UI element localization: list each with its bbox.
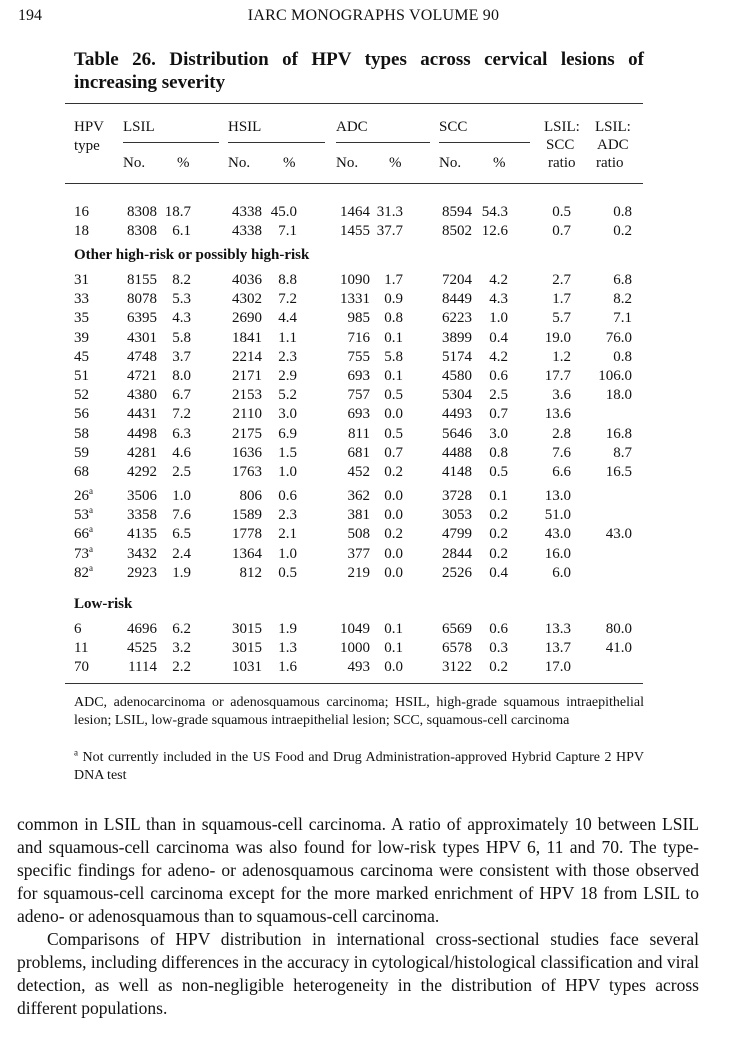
table-cell: 43.0 [605,526,632,542]
table-cell: 4748 [127,349,157,365]
table-cell: 0.0 [384,488,403,504]
table-cell: 6223 [442,310,472,326]
table-cell: 6395 [127,310,157,326]
table-cell: 7204 [442,272,472,288]
table-cell: 0.2 [489,526,508,542]
table-cell: 5.7 [552,310,571,326]
table-bottom-rule [65,683,643,684]
footnote-mark: a [89,563,93,573]
table-cell: 0.2 [613,223,632,239]
table-cell: 8.2 [172,272,191,288]
hpv-type-value: 26 [74,488,89,504]
table-cell: 4.3 [172,310,191,326]
hpv-type-cell [74,506,93,525]
table-cell: 2.2 [172,659,191,675]
table-cell: 16.5 [605,464,632,480]
table-cell: 5304 [442,387,472,403]
table-cell: 18.7 [164,204,191,220]
table-cell: 2.5 [172,464,191,480]
table-cell: 4493 [442,406,472,422]
table-cell: 0.4 [489,330,508,346]
table-cell: 6.0 [552,565,571,581]
table-cell: 17.0 [544,659,571,675]
table-cell: 693 [347,406,370,422]
table-cell: 4302 [232,291,262,307]
table-cell: 54.3 [481,204,508,220]
table-cell: 41.0 [605,640,632,656]
table-header-rule [65,183,643,184]
table-cell: 1000 [340,640,370,656]
table-cell: 4.6 [172,445,191,461]
hsil-span-rule [228,142,325,143]
table-cell: 362 [347,488,370,504]
table-cell: 0.5 [384,387,403,403]
hpv-type-cell [74,564,93,583]
table-cell: 0.2 [489,546,508,562]
table-cell: 0.1 [384,368,403,384]
table-cell: 4.2 [489,349,508,365]
table-cell: 0.8 [384,310,403,326]
table-cell: 7.2 [172,406,191,422]
table-cell: 6.6 [552,464,571,480]
header-hsil-no: No. [228,155,251,171]
table-cell: 4148 [442,464,472,480]
table-cell: 1114 [128,659,157,675]
table-cell: 7.1 [613,310,632,326]
table-cell: 5.2 [278,387,297,403]
lsil-span-rule [123,142,219,143]
table-cell: 4580 [442,368,472,384]
table-cell: 4431 [127,406,157,422]
hpv-type-cell: 56 [74,406,89,422]
table-cell: 7.6 [172,507,191,523]
table-cell: 2.7 [552,272,571,288]
table-cell: 1.0 [278,464,297,480]
table-cell: 0.1 [384,640,403,656]
hpv-type-cell: 35 [74,310,89,326]
table-cell: 4135 [127,526,157,542]
table-cell: 0.7 [489,406,508,422]
table-cell: 4301 [127,330,157,346]
header-ratio2-2: ADC [597,137,629,153]
table-cell: 1464 [340,204,370,220]
hpv-type-cell: 59 [74,445,89,461]
table-cell: 45.0 [270,204,297,220]
table-cell: 0.9 [384,291,403,307]
table-cell: 2844 [442,546,472,562]
running-header: IARC MONOGRAPHS VOLUME 90 [247,7,500,24]
header-lsil-no: No. [123,155,146,171]
table-cell: 2214 [232,349,262,365]
table-cell: 17.7 [544,368,571,384]
footnote-a [74,749,644,785]
header-ratio2-1: LSIL: [595,119,631,135]
footnote-mark: a [89,544,93,554]
table-cell: 76.0 [605,330,632,346]
table-cell: 3.7 [172,349,191,365]
table-cell: 5646 [442,426,472,442]
table-cell: 2175 [232,426,262,442]
table-cell: 0.1 [489,488,508,504]
hpv-type-cell: 58 [74,426,89,442]
table-cell: 1.9 [278,621,297,637]
table-cell: 4281 [127,445,157,461]
table-cell: 43.0 [544,526,571,542]
table-cell: 2110 [232,406,262,422]
table-cell: 7.1 [278,223,297,239]
page-number: 194 [18,7,42,24]
body-paragraph-2: Comparisons of HPV distribution in international cross-sectional studies face several problems, including differences in the accuracy in cytological/histological classification and viral detection, as well as non-negligible heterogeneity in the distribution of HPV types across different populations. [17,929,699,1018]
table-cell: 2.4 [172,546,191,562]
table-cell: 2.3 [278,507,297,523]
table-cell: 3.0 [278,406,297,422]
table-cell: 31.3 [376,204,403,220]
table-cell: 3728 [442,488,472,504]
table-cell: 811 [348,426,370,442]
table-cell: 2923 [127,565,157,581]
table-cell: 106.0 [598,368,632,384]
table-cell: 8.0 [172,368,191,384]
table-cell: 757 [347,387,370,403]
table-cell: 1.0 [278,546,297,562]
table-cell: 1763 [232,464,262,480]
header-adc: ADC [336,119,368,135]
table-cell: 0.7 [552,223,571,239]
table-cell: 3.6 [552,387,571,403]
scc-span-rule [439,142,530,143]
footnote-a-text: Not currently included in the US Food and Drug Administration-approved Hybrid Capture 2 HPV DNA test [74,750,644,783]
table-cell: 8594 [442,204,472,220]
table-cell: 4525 [127,640,157,656]
footnote-mark: a [74,747,78,758]
table-cell: 2.5 [489,387,508,403]
table-title: Table 26. Distribution of HPV types across cervical lesions of increasing severity [74,49,644,93]
table-cell: 8.2 [613,291,632,307]
hpv-type-cell: 70 [74,659,89,675]
table-cell: 0.4 [489,565,508,581]
table-cell: 4036 [232,272,262,288]
table-cell: 0.0 [384,406,403,422]
table-cell: 6.2 [172,621,191,637]
table-cell: 0.6 [489,621,508,637]
table-cell: 5174 [442,349,472,365]
table-cell: 7.6 [552,445,571,461]
table-cell: 3.0 [489,426,508,442]
table-cell: 16.8 [605,426,632,442]
table-cell: 1.9 [172,565,191,581]
hpv-type-cell: 68 [74,464,89,480]
table-cell: 8449 [442,291,472,307]
table-cell: 381 [347,507,370,523]
hpv-type-cell: 18 [74,223,89,239]
table-cell: 12.6 [481,223,508,239]
table-cell: 6.8 [613,272,632,288]
hpv-type-cell: 52 [74,387,89,403]
table-cell: 8.7 [613,445,632,461]
table-cell: 8078 [127,291,157,307]
table-cell: 4.4 [278,310,297,326]
table-cell: 0.0 [384,659,403,675]
table-cell: 1364 [232,546,262,562]
table-cell: 4721 [127,368,157,384]
table-cell: 2690 [232,310,262,326]
table-cell: 6578 [442,640,472,656]
table-cell: 0.1 [384,330,403,346]
table-cell: 4338 [232,204,262,220]
table-cell: 1331 [340,291,370,307]
table-cell: 4799 [442,526,472,542]
table-cell: 0.2 [489,507,508,523]
table-cell: 1.0 [489,310,508,326]
table-cell: 0.7 [384,445,403,461]
table-cell: 2.8 [552,426,571,442]
table-cell: 13.7 [544,640,571,656]
table-top-rule [65,103,643,104]
table-cell: 0.2 [489,659,508,675]
hpv-type-cell: 16 [74,204,89,220]
table-cell: 18.0 [605,387,632,403]
table-cell: 985 [347,310,370,326]
hpv-type-cell: 45 [74,349,89,365]
hpv-type-cell: 6 [74,621,82,637]
table-cell: 1049 [340,621,370,637]
hpv-type-cell [74,525,93,544]
table-cell: 0.5 [278,565,297,581]
hpv-type-value: 73 [74,546,89,562]
table-cell: 1455 [340,223,370,239]
hpv-type-value: 66 [74,526,89,542]
hpv-type-cell [74,487,93,506]
table-cell: 4380 [127,387,157,403]
table-cell: 6.7 [172,387,191,403]
table-cell: 8502 [442,223,472,239]
table-cell: 1841 [232,330,262,346]
table-cell: 1.7 [552,291,571,307]
table-cell: 0.2 [384,464,403,480]
header-adc-pct: % [389,155,402,171]
hpv-type-cell [74,545,93,564]
adc-span-rule [336,142,430,143]
table-cell: 693 [347,368,370,384]
table-cell: 6.1 [172,223,191,239]
hpv-type-value: 53 [74,507,89,523]
table-cell: 0.5 [489,464,508,480]
table-cell: 1090 [340,272,370,288]
footnote-mark: a [89,486,93,496]
table-cell: 5.8 [172,330,191,346]
section-label: Other high-risk or possibly high-risk [74,247,310,263]
table-cell: 6.9 [278,426,297,442]
header-scc-pct: % [493,155,506,171]
table-cell: 13.3 [544,621,571,637]
table-cell: 80.0 [605,621,632,637]
table-cell: 0.1 [384,621,403,637]
table-cell: 3053 [442,507,472,523]
table-cell: 452 [347,464,370,480]
footnote-mark: a [89,505,93,515]
table-cell: 0.0 [384,546,403,562]
table-cell: 219 [347,565,370,581]
header-scc-no: No. [439,155,462,171]
header-lsil-pct: % [177,155,190,171]
header-hsil-pct: % [283,155,296,171]
hpv-type-cell: 39 [74,330,89,346]
header-ratio1-1: LSIL: [544,119,580,135]
table-cell: 8308 [127,204,157,220]
table-cell: 3506 [127,488,157,504]
table-cell: 4488 [442,445,472,461]
header-hsil: HSIL [228,119,262,135]
table-cell: 2153 [232,387,262,403]
table-cell: 0.3 [489,640,508,656]
table-cell: 0.0 [384,565,403,581]
table-cell: 3.2 [172,640,191,656]
table-cell: 4292 [127,464,157,480]
table-cell: 51.0 [544,507,571,523]
hpv-type-cell: 31 [74,272,89,288]
table-cell: 13.6 [544,406,571,422]
footnote-abbreviations: ADC, adenocarcinoma or adenosquamous carcinoma; HSIL, high-grade squamous intraepithelial lesion; LSIL, low-grade squamous intraepithelial lesion; SCC, squamous-cell carcinoma [74,695,644,728]
table-cell: 5.8 [384,349,403,365]
table-cell: 4696 [127,621,157,637]
table-cell: 0.5 [552,204,571,220]
table-cell: 1636 [232,445,262,461]
table-cell: 2.3 [278,349,297,365]
table-cell: 13.0 [544,488,571,504]
table-cell: 4498 [127,426,157,442]
footnote-mark: a [89,524,93,534]
table-cell: 508 [347,526,370,542]
table-cell: 1.7 [384,272,403,288]
table-cell: 8308 [127,223,157,239]
table-cell: 681 [347,445,370,461]
table-cell: 1778 [232,526,262,542]
table-cell: 2526 [442,565,472,581]
table-cell: 806 [239,488,262,504]
table-cell: 2.9 [278,368,297,384]
table-cell: 19.0 [544,330,571,346]
table-cell: 2.1 [278,526,297,542]
hpv-type-cell: 11 [74,640,89,656]
table-cell: 0.8 [613,349,632,365]
table-cell: 3015 [232,621,262,637]
header-adc-no: No. [336,155,359,171]
header-ratio1-2: SCC [546,137,575,153]
hpv-type-value: 82 [74,565,89,581]
table-cell: 3432 [127,546,157,562]
header-lsil: LSIL [123,119,155,135]
table-cell: 4.3 [489,291,508,307]
table-cell: 8155 [127,272,157,288]
table-cell: 1.1 [278,330,297,346]
table-cell: 2171 [232,368,262,384]
table-cell: 6.3 [172,426,191,442]
table-cell: 16.0 [544,546,571,562]
table-cell: 0.8 [489,445,508,461]
table-cell: 1.3 [278,640,297,656]
table-cell: 1031 [232,659,262,675]
table-cell: 3899 [442,330,472,346]
table-cell: 1.5 [278,445,297,461]
table-cell: 3015 [232,640,262,656]
section-label: Low-risk [74,596,133,612]
table-cell: 716 [347,330,370,346]
header-scc: SCC [439,119,468,135]
body-paragraph-1: common in LSIL than in squamous-cell carcinoma. A ratio of approximately 10 between LSIL and squamous-cell carcinoma was also found for low-risk types HPV 6, 11 and 70. The type-specific findings for adeno- or adenosquamous carcinoma were consistent with those observed for squamous-cell carcinoma except for the more marked enrichment of HPV 18 from LSIL to adeno- or adenosquamous than to squamous-cell carcinoma. [17,814,699,926]
table-cell: 1.0 [172,488,191,504]
table-cell: 8.8 [278,272,297,288]
table-cell: 0.2 [384,526,403,542]
hpv-type-cell: 33 [74,291,89,307]
table-cell: 37.7 [376,223,403,239]
table-cell: 6569 [442,621,472,637]
body-text [17,813,699,1020]
table-cell: 0.5 [384,426,403,442]
header-hpv-type-1: HPV [74,119,105,135]
table-cell: 0.6 [278,488,297,504]
table-cell: 493 [347,659,370,675]
table-cell: 0.0 [384,507,403,523]
table-cell: 4.2 [489,272,508,288]
table-cell: 3358 [127,507,157,523]
header-hpv-type-2: type [74,138,100,154]
table-cell: 3122 [442,659,472,675]
table-cell: 377 [347,546,370,562]
table-cell: 0.6 [489,368,508,384]
table-cell: 4338 [232,223,262,239]
header-ratio1-3: ratio [548,155,576,171]
table-cell: 5.3 [172,291,191,307]
header-ratio2-3: ratio [596,155,624,171]
table-cell: 1.6 [278,659,297,675]
table-cell: 0.8 [613,204,632,220]
table-cell: 755 [347,349,370,365]
table-cell: 812 [239,565,262,581]
hpv-type-cell: 51 [74,368,89,384]
table-cell: 6.5 [172,526,191,542]
table-cell: 1.2 [552,349,571,365]
table-cell: 1589 [232,507,262,523]
table-cell: 7.2 [278,291,297,307]
